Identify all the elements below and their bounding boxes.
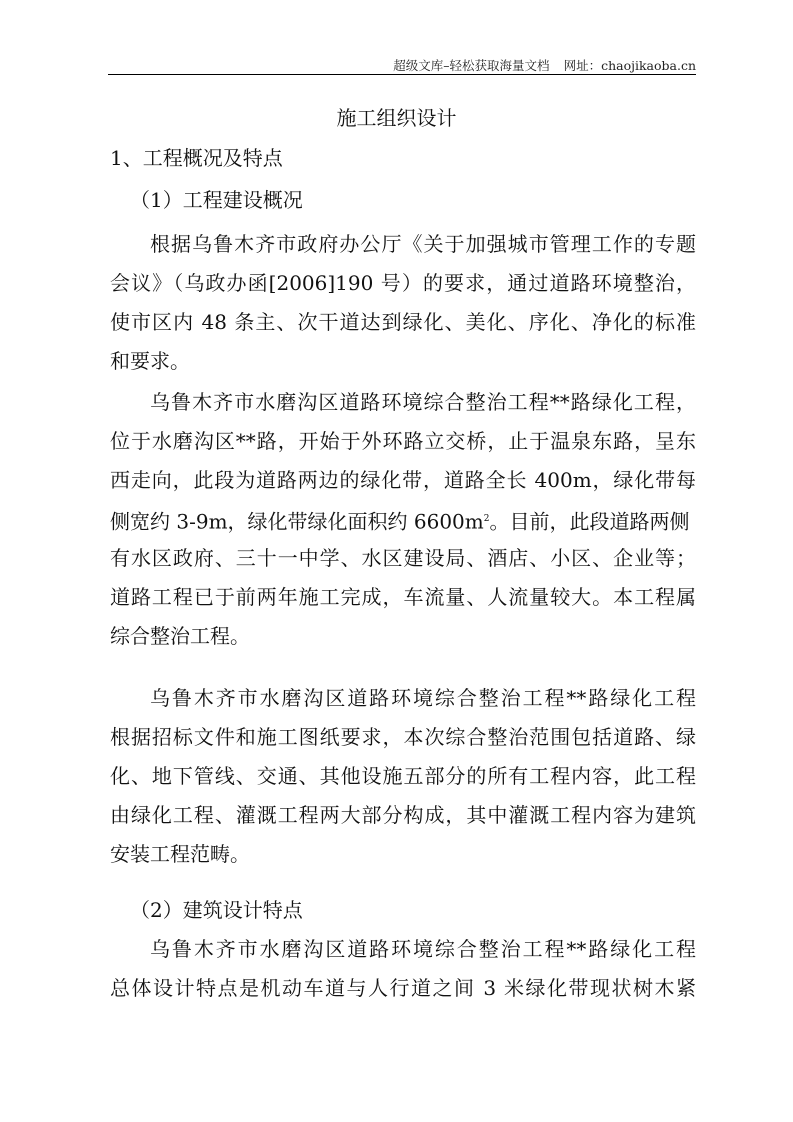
- section-heading: 1、工程概况及特点: [110, 146, 283, 170]
- paragraph-line: 和要求。: [110, 349, 190, 373]
- header-site: 超级文库–轻松获取海量文档: [393, 58, 550, 73]
- paragraph-line: 使市区内 48 条主、次干道达到绿化、美化、序化、净化的标准: [110, 310, 696, 334]
- paragraph-line: 会议》（乌政办函[2006]190 号）的要求，通过道路环境整治，: [110, 271, 696, 295]
- paragraph-line: 乌鲁木齐市水磨沟区道路环境综合整治工程**路绿化工程: [150, 686, 696, 710]
- text: 。目前，此段道路两侧: [489, 509, 690, 534]
- header-url: 网址：chaojikaoba.cn: [563, 58, 696, 73]
- page-header: [379, 56, 696, 74]
- subsection-heading: （2）建筑设计特点: [130, 898, 303, 922]
- paragraph-line: 有水区政府、三十一中学、水区建设局、酒店、小区、企业等；: [110, 546, 696, 570]
- header-rule: [108, 74, 696, 75]
- paragraph-line: 根据招标文件和施工图纸要求，本次综合整治范围包括道路、绿: [110, 725, 696, 749]
- paragraph-line: 由绿化工程、灌溉工程两大部分构成，其中灌溉工程内容为建筑: [110, 803, 696, 827]
- superscript: 2: [483, 514, 490, 524]
- paragraph-line: 综合整治工程。: [110, 624, 250, 648]
- paragraph-line: 西走向，此段为道路两边的绿化带，道路全长 400m，绿化带每: [110, 468, 696, 492]
- paragraph-line: 乌鲁木齐市水磨沟区道路环境综合整治工程**路绿化工程: [150, 937, 696, 961]
- paragraph-line: 乌鲁木齐市水磨沟区道路环境综合整治工程**路绿化工程，: [150, 390, 696, 414]
- paragraph-line: [110, 507, 696, 534]
- paragraph-line: 位于水磨沟区**路，开始于外环路立交桥，止于温泉东路，呈东: [110, 429, 696, 453]
- paragraph-line: 化、地下管线、交通、其他设施五部分的所有工程内容，此工程: [110, 764, 696, 788]
- paragraph-line: 总体设计特点是机动车道与人行道之间 3 米绿化带现状树木紧: [110, 976, 696, 1000]
- doc-title: 施工组织设计: [336, 106, 457, 130]
- paragraph-line: 根据乌鲁木齐市政府办公厅《关于加强城市管理工作的专题: [150, 232, 696, 256]
- paragraph-line: 安装工程范畴。: [110, 842, 250, 866]
- paragraph-line: 道路工程已于前两年施工完成，车流量、人流量较大。本工程属: [110, 585, 696, 609]
- subsection-heading: （1）工程建设概况: [130, 188, 303, 212]
- text: 侧宽约 3-9m，绿化带绿化面积约 6600m: [110, 509, 484, 534]
